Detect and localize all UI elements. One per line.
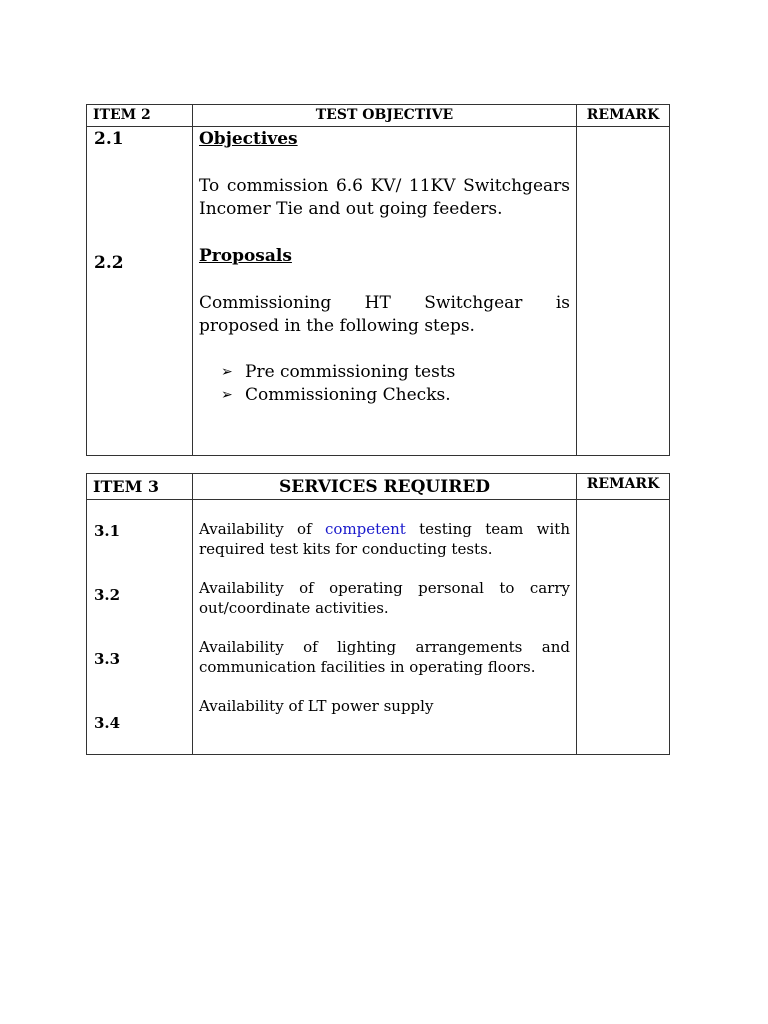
remark-cell (577, 127, 670, 456)
service-text: Availability of (199, 520, 326, 538)
item-number: 2.2 (94, 253, 124, 273)
item-number: 3.2 (94, 586, 121, 604)
remark-header: REMARK (577, 105, 670, 127)
service-item (199, 519, 570, 559)
services-cell (193, 500, 577, 755)
objectives-text: To commission 6.6 KV/ 11KV Switchgears Incomer Tie and out going feeders. (199, 176, 570, 219)
item-header: ITEM 2 (87, 105, 193, 127)
table-row (87, 500, 670, 755)
service-highlight-text: competent (325, 520, 406, 538)
table-header-row (87, 105, 670, 127)
arrow-bullet-icon: ➢ (221, 387, 233, 403)
item-header: ITEM 3 (87, 474, 193, 500)
item-number: 3.1 (94, 522, 121, 540)
test-objective-header: TEST OBJECTIVE (193, 105, 577, 127)
service-text: testing team with required test kits for conducting tests. (199, 520, 570, 558)
services-required-table (86, 473, 670, 755)
list-item (221, 384, 570, 407)
objectives-heading: Objectives (199, 129, 298, 149)
service-item (199, 578, 570, 618)
list-item-text: Pre commissioning tests (245, 362, 456, 382)
item-number: 3.3 (94, 650, 121, 668)
steps-list (199, 361, 570, 407)
list-item-text: Commissioning Checks. (245, 385, 451, 405)
service-text: Availability of LT power supply (199, 697, 434, 715)
table-header-row (87, 474, 670, 500)
list-item (221, 361, 570, 384)
table-row (87, 127, 670, 456)
remark-header: REMARK (577, 474, 670, 500)
test-objective-table (86, 104, 670, 456)
proposals-heading: Proposals (199, 246, 292, 266)
service-item (199, 637, 570, 677)
service-text: Availability of lighting arrangements and communication facilities in operating floors. (199, 638, 570, 676)
item-number: 3.4 (94, 714, 121, 732)
item-number: 2.1 (94, 129, 124, 149)
objective-cell (193, 127, 577, 456)
remark-cell (577, 500, 670, 755)
item-number-cell (87, 127, 193, 456)
proposals-text: Commissioning HT Switchgear is proposed in the following steps. (199, 293, 570, 336)
service-text: Availability of operating personal to carry out/coordinate activities. (199, 579, 570, 617)
services-required-header: SERVICES REQUIRED (193, 474, 577, 500)
arrow-bullet-icon: ➢ (221, 364, 233, 380)
service-item (199, 696, 570, 716)
item-number-cell (87, 500, 193, 755)
